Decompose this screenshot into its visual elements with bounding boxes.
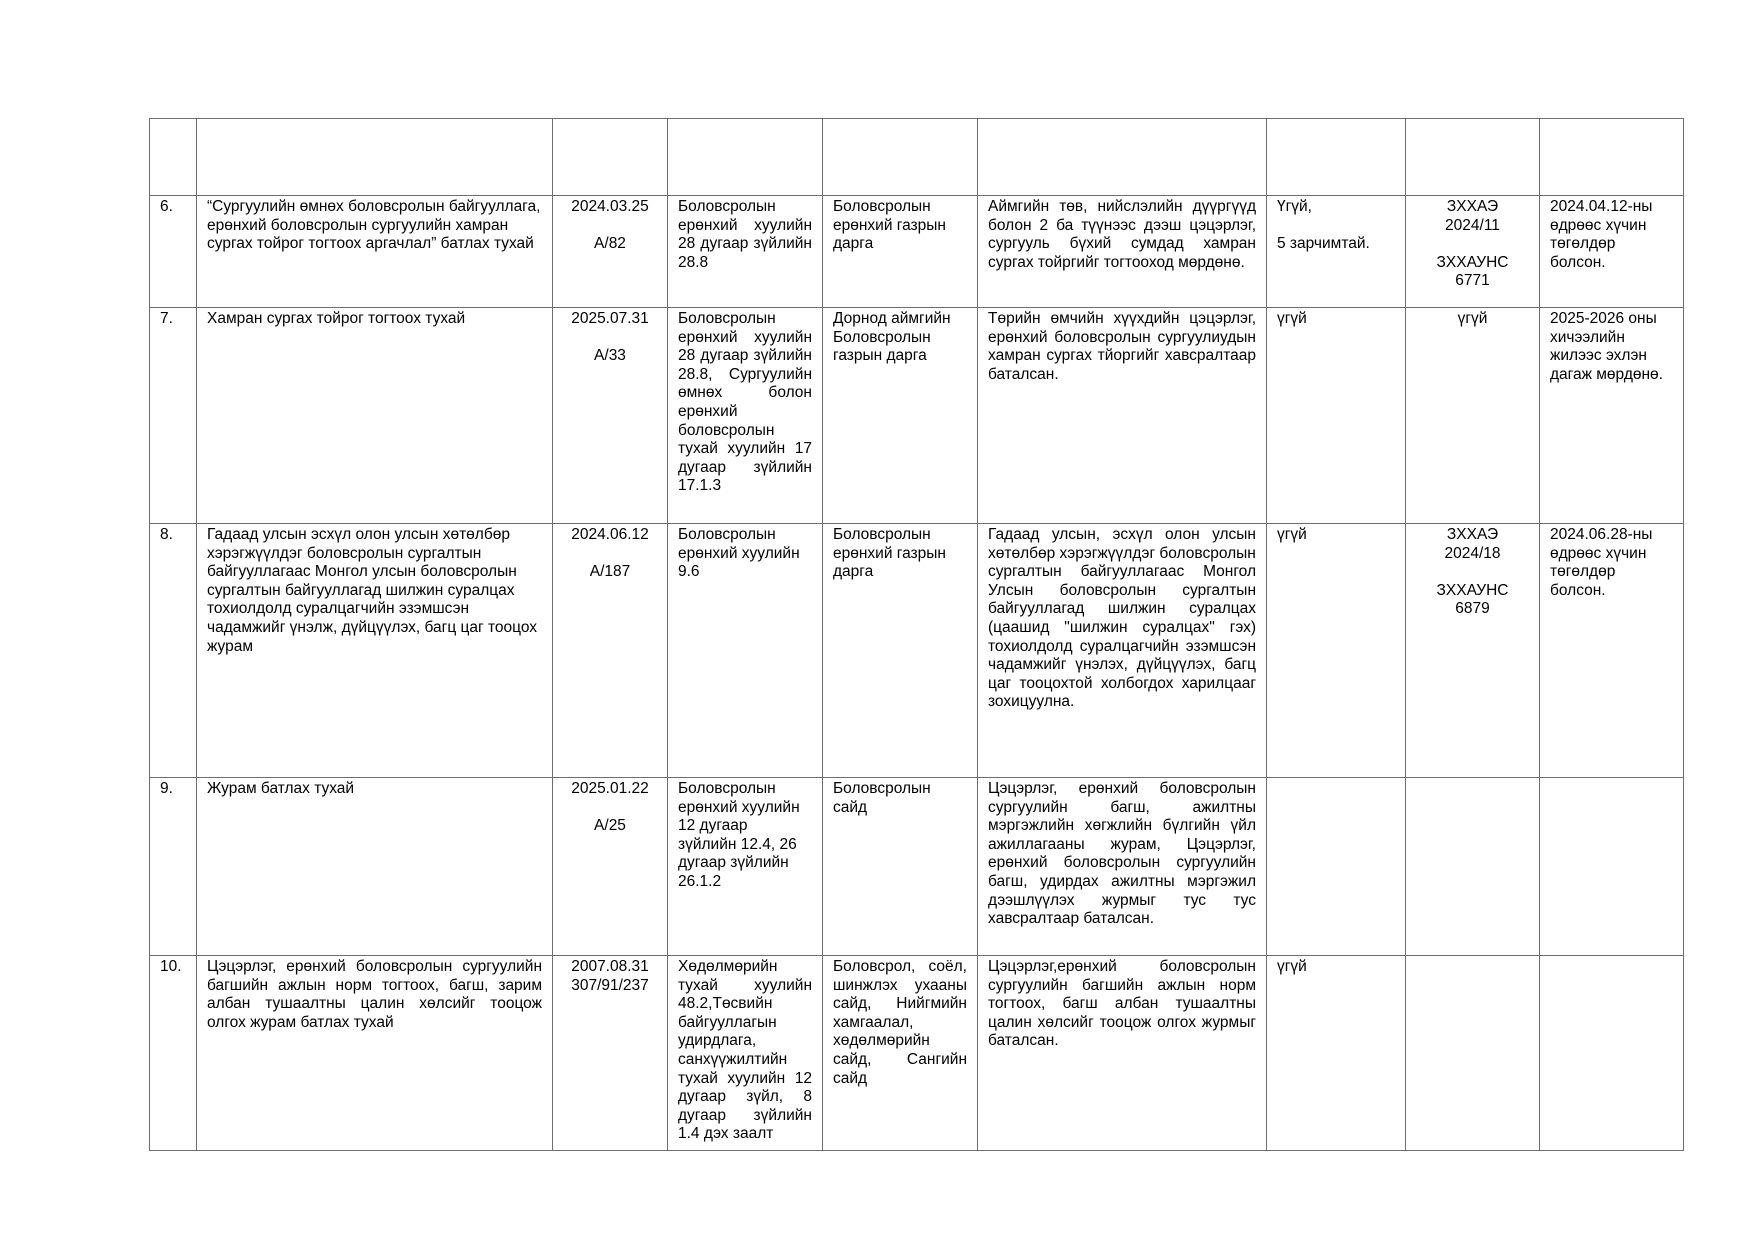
reg-line: 6771 (1455, 272, 1490, 290)
row-issuer: Боловсролын ерөнхий газрын дарга (823, 196, 978, 308)
row-date: 2025.01.22 (571, 780, 649, 797)
reg-line: 6879 (1455, 600, 1490, 618)
cell (150, 119, 197, 196)
row-order: 307/91/237 (571, 976, 649, 994)
row-title: “Сургуулийн өмнөх боловсролын байгууллага, ерөнхий боловсролын сургуулийн хамран сургах тойрог тогтоох аргачлал” батлах тухай (197, 196, 553, 308)
reg-line: ЗХХАЭ (1446, 198, 1499, 215)
row-number: 9. (150, 778, 197, 956)
row-registration (1406, 524, 1540, 778)
row-date: 2025.07.31 (571, 310, 649, 327)
row-basis: Боловсролын ерөнхий хуулийн 9.6 (668, 524, 823, 778)
row-status (1540, 778, 1684, 956)
row-date: 2024.06.12 (571, 526, 649, 543)
row-date-order (553, 778, 668, 956)
row-title: Хамран сургах тойрог тогтоох тухай (197, 308, 553, 524)
table-row (150, 956, 1684, 1151)
row-content: Цэцэрлэг, ерөнхий боловсролын сургуулийн багш, ажилтны мэргэжлийн хөгжлийн бүлгийн үйл ажиллагааны журам, Цэцэрлэг, ерөнхий боловсролын сургуулийн багш, удирдах ажилтны мэргэжил дээшлүүлэх журмыг тус тус хавсралтаар баталсан. (978, 778, 1267, 956)
content-line: Гадаад улсын, эсхүл олон улсын хөтөлбөр хэрэгжүүлдэг боловсролын (988, 526, 1256, 562)
row-issuer: Дорнод аймгийн Боловсролын газрын дарга (823, 308, 978, 524)
reg-line: 2024/18 (1444, 544, 1501, 562)
table-row (150, 778, 1684, 956)
row-content: Аймгийн төв, нийслэлийн дүүргүүд болон 2 ба түүнээс дээш цэцэрлэг, сургууль бүхий сумдад хамран сургах тойргийг тогтооход мөрдөнө. (978, 196, 1267, 308)
basis-line: зүйлийн 12.4, 26 дугаар зүйлийн 26.1.2 (678, 835, 797, 890)
row-amend (1267, 778, 1406, 956)
row-order: А/33 (594, 347, 626, 365)
cell (668, 119, 823, 196)
cell (1540, 119, 1684, 196)
row-basis: Боловсролын ерөнхий хуулийн 28 дугаар зүйлийн 28.8, Сургуулийн өмнөх болон ерөнхий боловсролын тухай хуулийн 17 дугаар зүйлийн 17.1.3 (668, 308, 823, 524)
row-date: 2007.08.31 (571, 958, 649, 975)
reg-line: 2024/11 (1445, 216, 1500, 234)
row-number: 7. (150, 308, 197, 524)
row-basis (668, 778, 823, 956)
row-date-order (553, 524, 668, 778)
row-date: 2024.03.25 (571, 198, 649, 215)
row-registration (1406, 956, 1540, 1151)
row-status: 2024.06.28-ны өдрөөс хүчин төгөлдөр болсон. (1540, 524, 1684, 778)
table-row (150, 524, 1684, 778)
row-date-order (553, 956, 668, 1151)
cell (978, 119, 1267, 196)
row-status (1540, 956, 1684, 1151)
row-order: А/25 (594, 817, 626, 835)
row-title: Гадаад улсын эсхүл олон улсын хөтөлбөр хэрэгжүүлдэг боловсролын сургалтын байгууллагаас Монгол улсын боловсролын сургалтын байгууллагад шилжин суралцах тохиолдолд суралцагчийн эзэмшсэн чадамжийг үнэлж, дүйцүүлэх, багц цаг тооцох журам (197, 524, 553, 778)
row-amend: үгүй (1267, 956, 1406, 1151)
cell (197, 119, 553, 196)
content-line: сургалтын байгууллагаас Монгол Улсын боловсролын сургалтын байгууллагад шилжин суралцах (цаашид "шилжин суралцах" гэх) тохиолдолд суралцагчийн эзэмшсэн чадамжийг үнэлэх, дүйцүүлэх, багц цаг тооцохтой холбогдох харилцааг зохицуулна. (988, 563, 1256, 711)
row-registration (1406, 778, 1540, 956)
row-number: 8. (150, 524, 197, 778)
row-amend: үгүй (1267, 524, 1406, 778)
row-content: Төрийн өмчийн хүүхдийн цэцэрлэг, ерөнхий боловсролын сургуулиудын хамран сургах тйоргийг хавсралтаар баталсан. (978, 308, 1267, 524)
row-date-order (553, 196, 668, 308)
row-basis: Боловсролын ерөнхий хуулийн 28 дугаар зүйлийн 28.8 (668, 196, 823, 308)
row-number: 6. (150, 196, 197, 308)
row-issuer: Боловсролын сайд (823, 778, 978, 956)
row-title: Журам батлах тухай (197, 778, 553, 956)
row-basis: Хөдөлмөрийн тухай хуулийн 48.2,Төсвийн байгууллагын удирдлага, санхүүжилтийн тухай хуулийн 12 дугаар зүйл, 8 дугаар зүйлийн 1.4 дэх заалт (668, 956, 823, 1151)
row-content: Цэцэрлэг,ерөнхий боловсролын сургуулийн багшийн ажлын норм тогтоох, багш албан тушаалтны цалин хөлсийг тооцож олгох журмыг баталсан. (978, 956, 1267, 1151)
table-row (150, 308, 1684, 524)
row-title: Цэцэрлэг, ерөнхий боловсролын сургуулийн багшийн ажлын норм тогтоох, багш, зарим албан тушаалтны цалин хөлсийг тооцож олгох журам батлах тухай (197, 956, 553, 1151)
reg-line: ЗХХАУНС (1436, 581, 1509, 599)
row-order: А/82 (594, 235, 626, 253)
row-status: 2024.04.12-ны өдрөөс хүчин төгөлдөр болсон. (1540, 196, 1684, 308)
row-registration (1406, 196, 1540, 308)
row-number: 10. (150, 956, 197, 1151)
row-amend: үгүй (1267, 308, 1406, 524)
basis-line: Боловсролын ерөнхий хуулийн 12 дугаар (678, 780, 800, 835)
table-row (150, 196, 1684, 308)
row-date-order (553, 308, 668, 524)
regulations-table (149, 118, 1684, 1151)
reg-line: ЗХХАУНС (1436, 253, 1509, 271)
row-content (978, 524, 1267, 778)
row-amend (1267, 196, 1406, 308)
cell (1406, 119, 1540, 196)
amend-line: Үгүй, (1277, 198, 1312, 215)
amend-line: 5 зарчимтай. (1277, 235, 1370, 253)
cell (823, 119, 978, 196)
cell (1267, 119, 1406, 196)
row-issuer: Боловсрол, соёл, шинжлэх ухааны сайд, Нийгмийн хамгаалал, хөдөлмөрийн сайд, Сангийн сайд (823, 956, 978, 1151)
row-status: 2025-2026 оны хичээлийн жилээс эхлэн дагаж мөрдөнө. (1540, 308, 1684, 524)
row-order: А/187 (589, 563, 631, 581)
cell (553, 119, 668, 196)
row-registration: үгүй (1406, 308, 1540, 524)
row-issuer: Боловсролын ерөнхий газрын дарга (823, 524, 978, 778)
table-row-continuation (150, 119, 1684, 196)
reg-line: ЗХХАЭ (1446, 526, 1499, 543)
